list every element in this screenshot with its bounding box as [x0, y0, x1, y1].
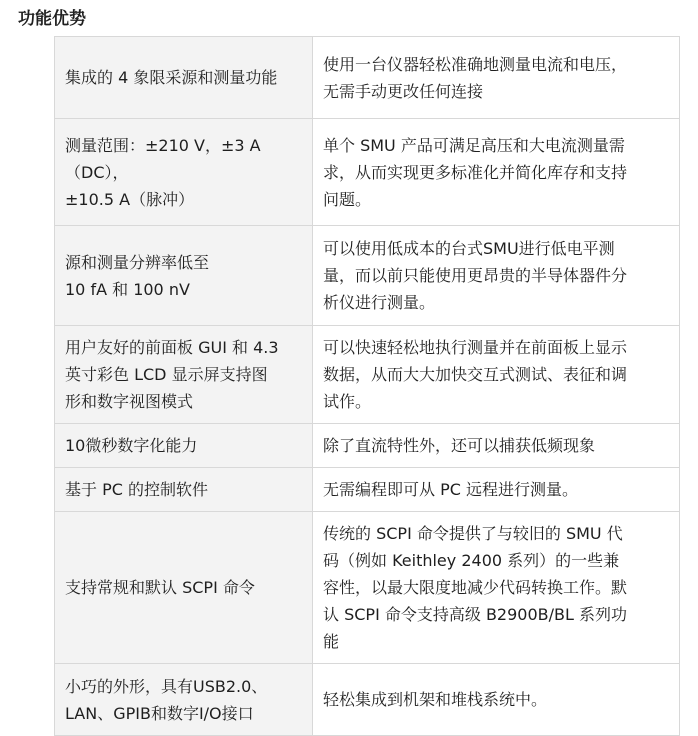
table-row — [55, 664, 680, 736]
table-row — [55, 119, 680, 226]
feature-cell: 用户友好的前面板 GUI 和 4.3 英寸彩色 LCD 显示屏支持图 形和数字视图模式 — [55, 326, 313, 424]
benefit-cell: 可以使用低成本的台式SMU进行低电平测 量，而以前只能使用更昂贵的半导体器件分 析仪进行测量。 — [313, 226, 680, 326]
benefit-cell: 单个 SMU 产品可满足高压和大电流测量需 求，从而实现更多标准化并简化库存和支持 问题。 — [313, 119, 680, 226]
benefit-cell: 可以快速轻松地执行测量并在前面板上显示 数据，从而大大加快交互式测试、表征和调 试作。 — [313, 326, 680, 424]
table-row — [55, 424, 680, 468]
table-row — [55, 226, 680, 326]
section-title: 功能优势 — [18, 9, 86, 29]
features-table — [54, 36, 680, 736]
benefit-cell: 传统的 SCPI 命令提供了与较旧的 SMU 代 码（例如 Keithley 2400 系列）的一些兼 容性，以最大限度地减少代码转换工作。默 认 SCPI 命令支持高级 B2900B/BL 系列功 能 — [313, 512, 680, 664]
feature-cell: 测量范围：±210 V，±3 A （DC）， ±10.5 A（脉冲） — [55, 119, 313, 226]
benefit-cell: 使用一台仪器轻松准确地测量电流和电压， 无需手动更改任何连接 — [313, 37, 680, 119]
benefit-cell: 除了直流特性外，还可以捕获低频现象 — [313, 424, 680, 468]
feature-cell: 基于 PC 的控制软件 — [55, 468, 313, 512]
benefit-cell: 无需编程即可从 PC 远程进行测量。 — [313, 468, 680, 512]
feature-cell: 10微秒数字化能力 — [55, 424, 313, 468]
table-row — [55, 512, 680, 664]
table-row — [55, 37, 680, 119]
benefit-cell: 轻松集成到机架和堆栈系统中。 — [313, 664, 680, 736]
feature-cell: 源和测量分辨率低至 10 fA 和 100 nV — [55, 226, 313, 326]
feature-cell: 小巧的外形，具有USB2.0、 LAN、GPIB和数字I/O接口 — [55, 664, 313, 736]
table-row — [55, 468, 680, 512]
table-row — [55, 326, 680, 424]
feature-cell: 集成的 4 象限采源和测量功能 — [55, 37, 313, 119]
feature-cell: 支持常规和默认 SCPI 命令 — [55, 512, 313, 664]
